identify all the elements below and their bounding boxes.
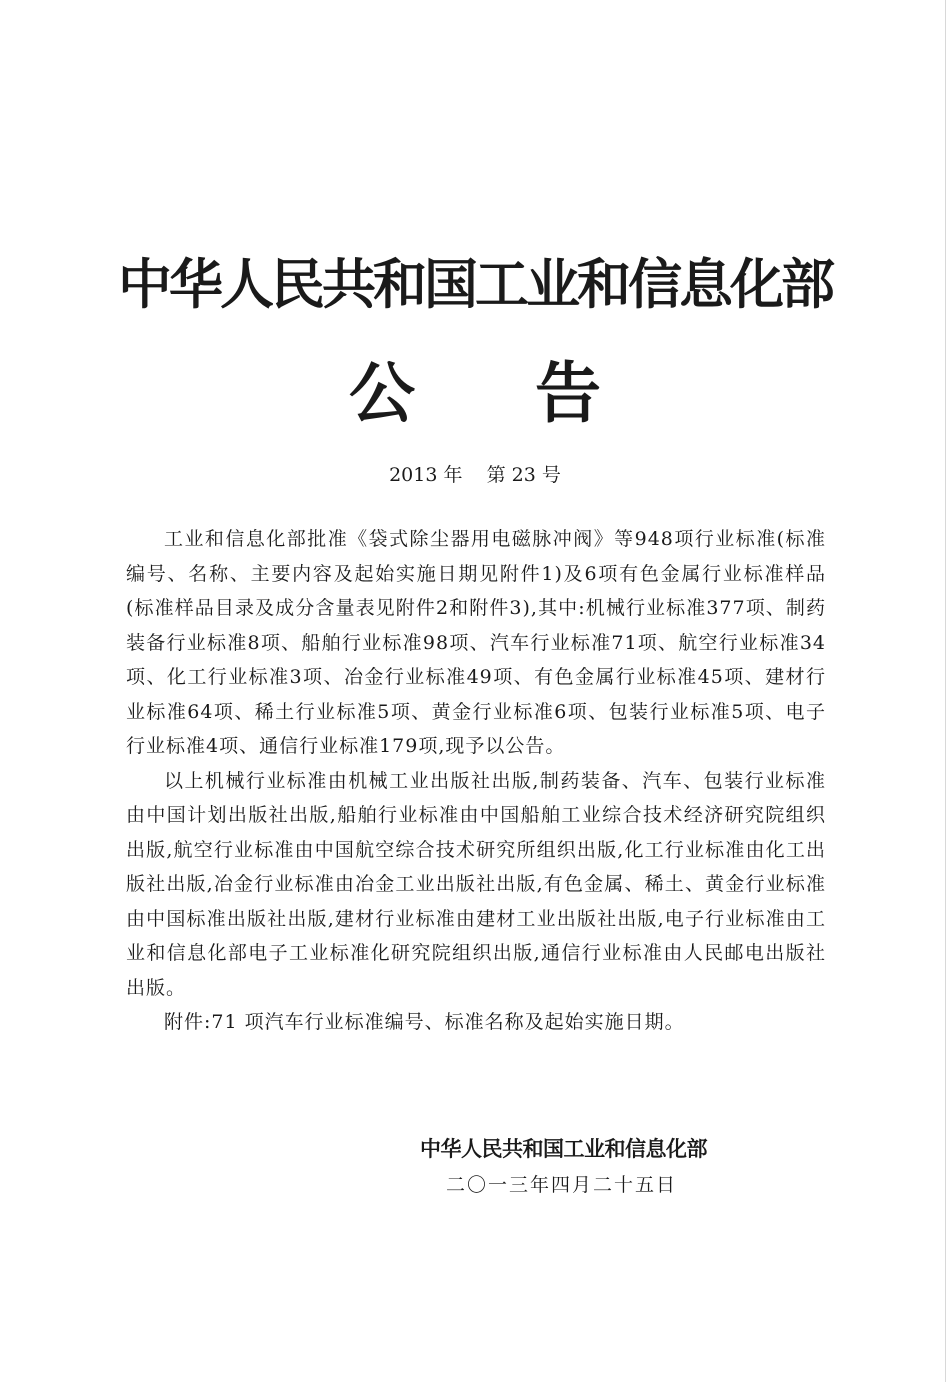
notice-title-char-1: 公 bbox=[349, 355, 415, 432]
issue-number: 2013 年 第 23 号 bbox=[389, 464, 561, 486]
issue-date: 二〇一三年四月二十五日 bbox=[446, 1174, 678, 1196]
body-paragraph-2: 以上机械行业标准由机械工业出版社出版,制药装备、汽车、包装行业标准由中国计划出版社出版,船舶行业标准由中国船舶工业综合技术经济研究院组织出版,航空行业标准由中国航空综合技术研究所组织出版,化工行业标准由化工出版社出版,冶金行业标准由冶金工业出版社出版,有色金属、稀土、黄金行业标准由中国标准出版社出版,建材行业标准由建材工业出版社出版,电子行业标准由工业和信息化部电子工业标准化研究院组织出版,通信行业标准由人民邮电出版社出版。 bbox=[126, 769, 826, 999]
page-edge-divider bbox=[945, 0, 946, 1382]
issuer-signature: 中华人民共和国工业和信息化部 bbox=[420, 1137, 707, 1161]
attachment-note: 附件:71 项汽车行业标准编号、标准名称及起始实施日期。 bbox=[164, 1011, 685, 1033]
notice-title bbox=[0, 354, 950, 434]
notice-body bbox=[126, 522, 826, 1040]
body-paragraph-1: 工业和信息化部批准《袋式除尘器用电磁脉冲阀》等948项行业标准(标准编号、名称、主要内容及起始实施日期见附件1)及6项有色金属行业标准样品(标准样品目录及成分含量表见附件2和附件3),其中:机械行业标准377项、制药装备行业标准8项、船舶行业标准98项、汽车行业标准71项、航空行业标准34项、化工行业标准3项、冶金行业标准49项、有色金属行业标准45项、建材行业标准64项、稀土行业标准5项、黄金行业标准6项、包装行业标准5项、电子行业标准4项、通信行业标准179项,现予以公告。 bbox=[126, 528, 826, 757]
notice-title-char-2: 告 bbox=[535, 355, 601, 432]
ministry-title: 中华人民共和国工业和信息化部 bbox=[118, 253, 832, 316]
